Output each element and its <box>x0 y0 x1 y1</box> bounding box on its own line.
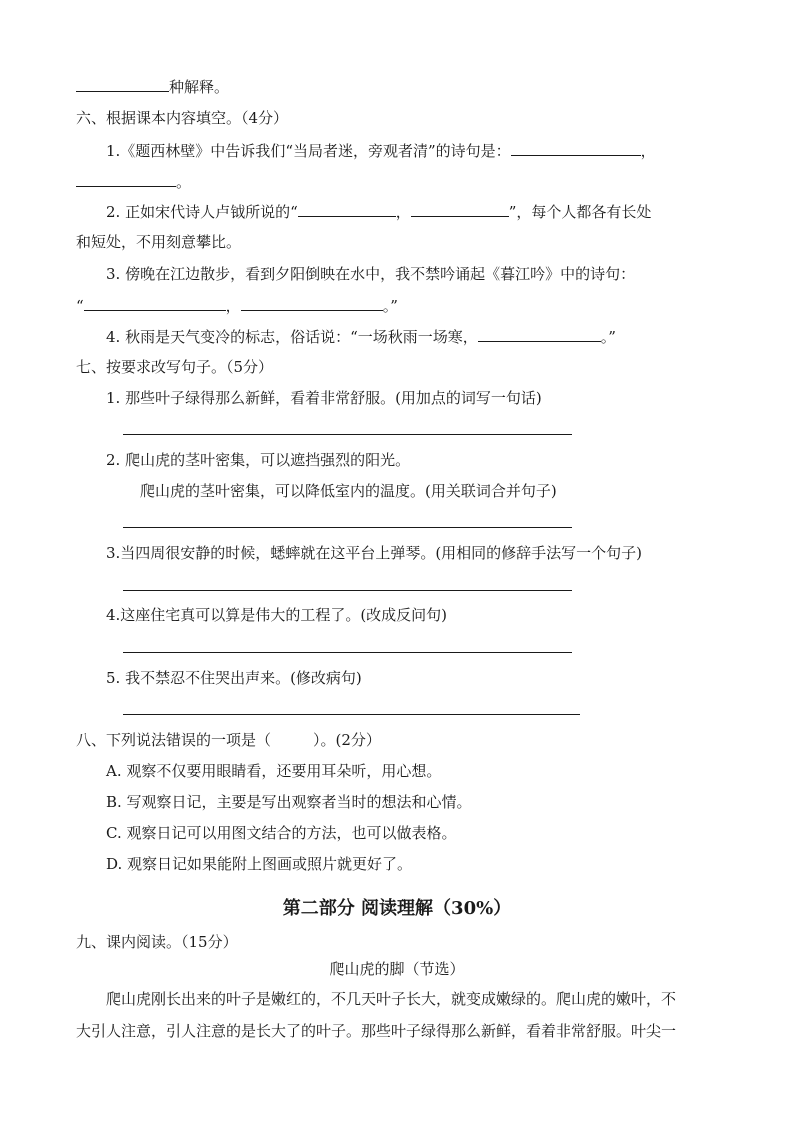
s6-question-2 <box>106 201 651 222</box>
previous-question-tail <box>76 76 229 97</box>
s7-question-5: 5. 我不禁忍不住哭出声来。(修改病句) <box>106 669 362 687</box>
section-7-heading: 七、按要求改写句子。（5分） <box>76 358 274 376</box>
s7-question-3: 3.当四周很安静的时候，蟋蟀就在这平台上弹琴。(用相同的修辞手法写一个句子) <box>106 544 643 562</box>
answer-blank[interactable] <box>478 326 601 342</box>
answer-line[interactable] <box>123 714 580 715</box>
section-8-heading <box>76 730 381 750</box>
answer-blank[interactable] <box>411 201 509 217</box>
answer-blank[interactable] <box>511 140 641 156</box>
s6-question-4 <box>106 326 616 347</box>
s6-q2-text-end: ”，每个人都各有长处 <box>508 203 652 221</box>
s6-q3-comma: ， <box>225 297 241 315</box>
answer-blank[interactable] <box>76 76 169 92</box>
s6-q1-period: 。 <box>176 173 192 191</box>
s6-question-3-cont <box>76 295 398 316</box>
answer-line[interactable] <box>123 652 572 653</box>
close-quote: 。” <box>382 297 398 315</box>
answer-blank[interactable] <box>84 295 226 311</box>
s6-q1-comma: ， <box>640 142 656 160</box>
passage-line-1: 爬山虎刚长出来的叶子是嫩红的，不几天叶子长大，就变成嫩绿的。爬山虎的嫩叶，不 <box>106 990 677 1008</box>
passage-line-2: 大引人注意，引人注意的是长大了的叶子。那些叶子绿得那么新鲜，看着非常舒服。叶尖一 <box>76 1022 677 1040</box>
s6-q1-text: 1.《题西林壁》中告诉我们“当局者迷，旁观者清”的诗句是： <box>106 142 511 160</box>
answer-blank[interactable] <box>241 295 383 311</box>
answer-blank[interactable] <box>298 201 396 217</box>
passage-title: 爬山虎的脚（节选） <box>329 960 465 978</box>
tail-text: 种解释。 <box>169 78 230 96</box>
answer-blank[interactable] <box>76 171 176 187</box>
option-a[interactable]: A. 观察不仅要用眼睛看，还要用耳朵听，用心想。 <box>106 762 442 780</box>
s6-question-1 <box>106 140 656 161</box>
option-b[interactable]: B. 写观察日记，主要是写出观察者当时的想法和心情。 <box>106 793 472 811</box>
answer-line[interactable] <box>123 527 572 528</box>
s6-question-1-cont <box>76 171 191 192</box>
s7-question-2: 2. 爬山虎的茎叶密集，可以遮挡强烈的阳光。 <box>106 451 411 469</box>
s8-heading-score: ）。(2分） <box>313 731 381 749</box>
s6-question-2-cont: 和短处，不用刻意攀比。 <box>76 233 242 251</box>
s8-heading-text: 八、下列说法错误的一项是（ <box>76 731 272 749</box>
section-6-heading: 六、根据课本内容填空。（4分） <box>76 109 289 127</box>
s6-q2-comma: ， <box>395 203 411 221</box>
answer-line[interactable] <box>123 434 572 435</box>
s6-question-3: 3. 傍晚在江边散步，看到夕阳倒映在水中，我不禁吟诵起《暮江吟》中的诗句： <box>106 265 636 283</box>
part-2-title: 第二部分 阅读理解（30%） <box>282 898 512 919</box>
option-c[interactable]: C. 观察日记可以用图文结合的方法，也可以做表格。 <box>106 824 457 842</box>
s6-q4-end: 。” <box>600 328 616 346</box>
section-9-heading: 九、课内阅读。（15分） <box>76 933 238 951</box>
answer-line[interactable] <box>123 590 572 591</box>
s7-question-4: 4.这座住宅真可以算是伟大的工程了。(改成反问句) <box>106 606 448 624</box>
s6-q4-text: 4. 秋雨是天气变冷的标志，俗话说：“一场秋雨一场寒， <box>106 328 478 346</box>
s7-question-1: 1. 那些叶子绿得那么新鲜，看着非常舒服。(用加点的词写一句话) <box>106 389 542 407</box>
open-quote: “ <box>76 297 84 315</box>
option-d[interactable]: D. 观察日记如果能附上图画或照片就更好了。 <box>106 855 413 873</box>
s6-q2-text: 2. 正如宋代诗人卢钺所说的“ <box>106 203 298 221</box>
s7-question-2-b: 爬山虎的茎叶密集，可以降低室内的温度。(用关联词合并句子) <box>140 482 557 500</box>
